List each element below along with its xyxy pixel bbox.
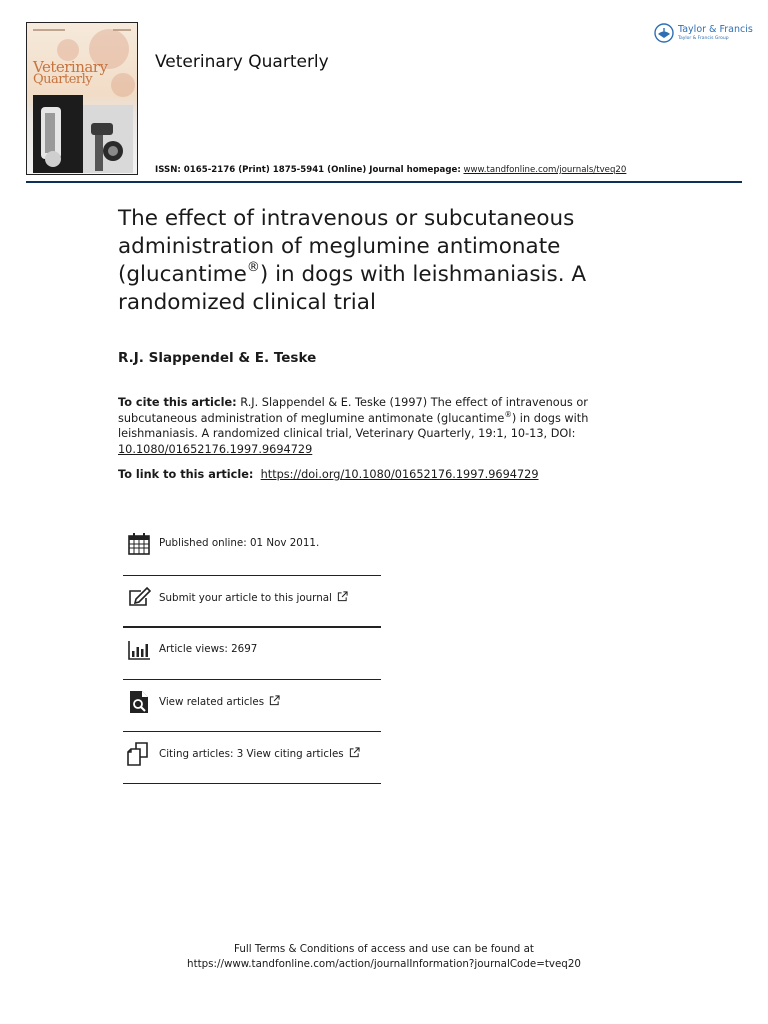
submit-article-row[interactable]: [123, 576, 381, 628]
publisher-name: Taylor & Francis: [678, 24, 753, 35]
citation-text-part1: R.J. Slappendel & E. Teske (1997) The effect of intravenous or subcutaneous administration of meglumine antimonate (glucantime: [118, 396, 588, 425]
citing-articles-label: Citing articles: 3 View citing articles: [159, 748, 344, 760]
header-divider: [26, 181, 742, 183]
citation-text-part2: ) in dogs with leishmaniasis. A randomized clinical trial, Veterinary Quarterly, 19:1, 10-13, DOI:: [118, 411, 589, 440]
journal-name: Veterinary Quarterly: [155, 52, 329, 72]
terms-url[interactable]: https://www.tandfonline.com/action/journalInformation?journalCode=tveq20: [187, 958, 581, 970]
related-articles-label: View related articles: [159, 696, 265, 708]
external-link-icon: [269, 695, 280, 706]
citation-registered-mark: ®: [504, 409, 512, 419]
terms-footer: [0, 942, 768, 972]
article-views-count: Article views: 2697: [159, 643, 258, 655]
external-link-icon: [337, 591, 348, 602]
calendar-icon: [127, 532, 151, 556]
citing-articles-link[interactable]: [159, 747, 360, 760]
published-date: Published online: 01 Nov 2011.: [159, 537, 320, 549]
journal-cover-image: [26, 22, 138, 175]
cover-decoration: [111, 73, 135, 97]
citing-documents-icon: [127, 742, 151, 766]
article-views-row: [123, 628, 381, 680]
microscope-illustration: [33, 95, 133, 173]
citing-articles-row[interactable]: [123, 732, 381, 784]
article-title-part1: The effect of intravenous or subcutaneous administration of meglumine antimonate (glucantime: [118, 206, 575, 287]
document-search-icon: [127, 690, 151, 714]
article-title: [118, 205, 638, 317]
article-doi-url[interactable]: https://doi.org/10.1080/01652176.1997.9694729: [260, 468, 539, 481]
cover-title-line1: Veterinary: [33, 58, 108, 76]
article-link-line: [118, 468, 539, 481]
submit-article-link[interactable]: [159, 591, 348, 604]
edit-icon: [127, 586, 151, 610]
published-row: [123, 522, 381, 576]
article-authors: R.J. Slappendel & E. Teske: [118, 350, 317, 366]
external-link-icon: [349, 747, 360, 758]
bar-chart-icon: [127, 638, 151, 662]
journal-homepage-link[interactable]: www.tandfonline.com/journals/tveq20: [463, 165, 627, 175]
registered-mark: ®: [246, 259, 260, 275]
submit-article-label: Submit your article to this journal: [159, 592, 332, 604]
cover-title-line2: Quarterly: [33, 72, 93, 87]
citation-block: [118, 395, 618, 457]
cover-decoration: [33, 29, 65, 31]
publisher-subname: Taylor & Francis Group: [678, 36, 729, 41]
related-articles-link[interactable]: [159, 695, 280, 708]
taylor-francis-logo-icon: [654, 23, 674, 43]
terms-text: Full Terms & Conditions of access and use can be found at: [234, 943, 534, 955]
issn-label: ISSN: 0165-2176 (Print) 1875-5941 (Online) Journal homepage:: [155, 165, 461, 175]
issn-line: [155, 165, 626, 175]
citation-doi-link[interactable]: 10.1080/01652176.1997.9694729: [118, 442, 313, 456]
publisher-logo[interactable]: [654, 22, 753, 48]
article-info-list: [123, 522, 381, 784]
article-title-part2: ) in dogs with leishmaniasis. A randomized clinical trial: [118, 262, 587, 315]
related-articles-row[interactable]: [123, 680, 381, 732]
article-link-label: To link to this article:: [118, 468, 254, 481]
citation-label: To cite this article:: [118, 396, 237, 409]
